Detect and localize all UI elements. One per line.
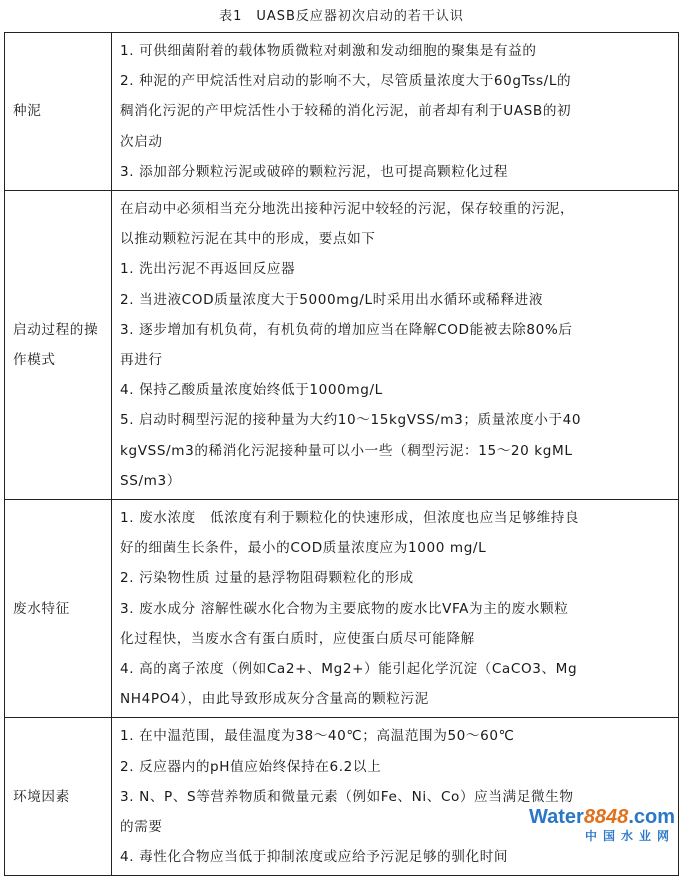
content-line: 3. 逐步增加有机负荷，有机负荷的增加应当在降解COD能被去除80%后 bbox=[120, 321, 573, 338]
content-line: 以推动颗粒污泥在其中的形成，要点如下 bbox=[120, 231, 376, 248]
watermark-brand-a: Water bbox=[528, 806, 584, 828]
content-line: 4. 毒性化合物应当低于抑制浓度或应给予污泥足够的驯化时间 bbox=[120, 849, 509, 866]
content-line: SS/m3） bbox=[120, 472, 181, 489]
content-line: 2. 当进液COD质量浓度大于5000mg/L时采用出水循环或稀释进液 bbox=[120, 291, 544, 308]
table-row bbox=[5, 718, 679, 876]
content-line: 2. 反应器内的pH值应始终保持在6.2以上 bbox=[120, 758, 382, 775]
content-line: 稠消化污泥的产甲烷活性小于较稀的消化污泥，前者却有利于UASB的初 bbox=[120, 103, 572, 120]
watermark-brand-b: 8848 bbox=[583, 806, 629, 828]
content-line: NH4PO4），由此导致形成灰分含量高的颗粒污泥 bbox=[120, 691, 429, 708]
table-caption: 表1 UASB反应器初次启动的若干认识 bbox=[219, 9, 464, 24]
content-line: 在启动中必须相当充分地洗出接种污泥中较轻的污泥，保存较重的污泥， bbox=[120, 201, 575, 218]
table-row bbox=[5, 500, 679, 718]
watermark-brand-c: .com bbox=[628, 806, 675, 828]
content-line: 3. N、P、S等营养物质和微量元素（例如Fe、Ni、Co）应当满足微生物 bbox=[120, 788, 574, 805]
content-line: 2. 种泥的产甲烷活性对启动的影响不大，尽管质量浓度大于60gTss/L的 bbox=[120, 73, 572, 90]
content-line: 的需要 bbox=[120, 819, 163, 836]
content-line: 1. 洗出污泥不再返回反应器 bbox=[120, 261, 296, 278]
content-line: 好的细菌生长条件，最小的COD质量浓度应为1000 mg/L bbox=[120, 540, 487, 557]
content-line: 次启动 bbox=[120, 133, 163, 150]
row-content bbox=[112, 500, 679, 718]
row-content bbox=[112, 33, 679, 191]
content-line: kgVSS/m3的稀消化污泥接种量可以小一些（稠型污泥：15～20 kgML bbox=[120, 442, 573, 459]
content-line: 1. 在中温范围，最佳温度为38～40℃；高温范围为50～60℃ bbox=[120, 728, 515, 745]
watermark-logo bbox=[528, 806, 675, 846]
content-line: 化过程快，当废水含有蛋白质时，应使蛋白质尽可能降解 bbox=[120, 630, 475, 647]
startup-table bbox=[4, 32, 679, 876]
watermark-brand bbox=[529, 806, 675, 828]
row-content bbox=[112, 191, 679, 500]
table-body bbox=[5, 33, 679, 876]
content-line: 1. 废水浓度 低浓度有利于颗粒化的快速形成，但浓度也应当足够维持良 bbox=[120, 510, 580, 527]
table-row bbox=[5, 33, 679, 191]
row-category: 废水特征 bbox=[5, 500, 112, 718]
table-row bbox=[5, 191, 679, 500]
content-line: 4. 保持乙酸质量浓度始终低于1000mg/L bbox=[120, 382, 383, 399]
watermark-subtitle: 中国水业网 bbox=[584, 829, 675, 843]
content-line: 4. 高的离子浓度（例如Ca2+、Mg2+）能引起化学沉淀（CaCO3、Mg bbox=[120, 661, 578, 678]
content-line: 3. 废水成分 溶解性碳水化合物为主要底物的废水比VFA为主的废水颗粒 bbox=[120, 600, 569, 617]
content-line: 5. 启动时稠型污泥的接种量为大约10～15kgVSS/m3；质量浓度小于40 bbox=[120, 412, 582, 429]
row-category: 启动过程的操作模式 bbox=[5, 191, 112, 500]
content-line: 2. 污染物性质 过量的悬浮物阻碍颗粒化的形成 bbox=[120, 570, 414, 587]
content-line: 再进行 bbox=[120, 352, 163, 369]
row-content bbox=[112, 718, 679, 876]
content-line: 1. 可供细菌附着的载体物质微粒对刺激和发动细胞的聚集是有益的 bbox=[120, 43, 537, 59]
row-category: 环境因素 bbox=[5, 718, 112, 876]
content-line: 3. 添加部分颗粒污泥或破碎的颗粒污泥，也可提高颗粒化过程 bbox=[120, 163, 509, 180]
row-category: 种泥 bbox=[5, 33, 112, 191]
